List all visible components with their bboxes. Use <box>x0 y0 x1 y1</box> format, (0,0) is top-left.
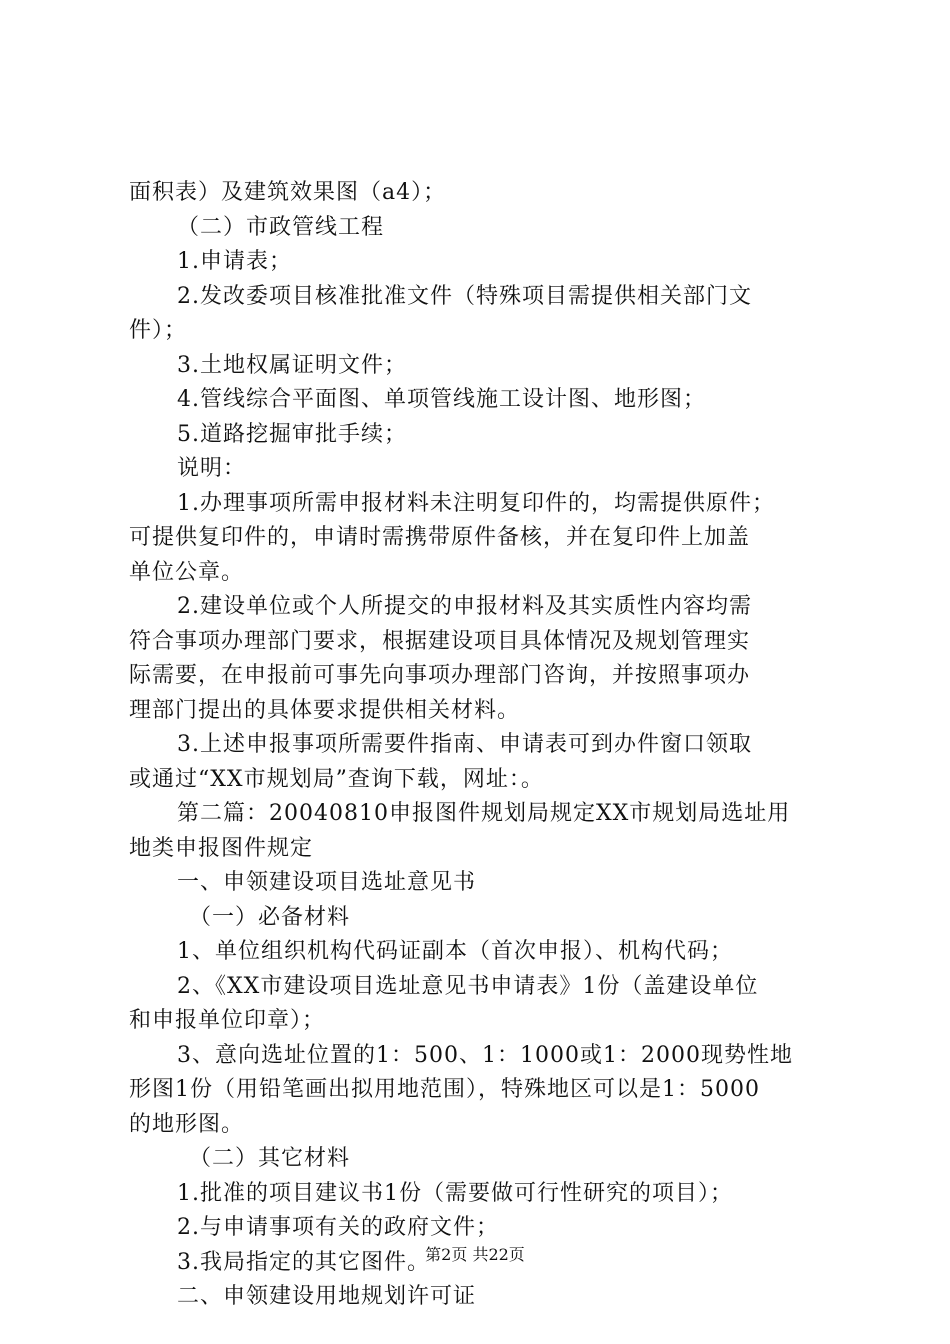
text-line: 面积表）及建筑效果图（a4）； <box>129 180 447 205</box>
list-item: 4.管线综合平面图、单项管线施工设计图、地形图； <box>177 387 706 412</box>
section-heading: （二）市政管线工程 <box>177 214 385 240</box>
text-line: 符合事项办理部门要求，根据建设项目具体情况及规划管理实 <box>129 628 751 654</box>
list-item: 2.与申请事项有关的政府文件； <box>177 1215 499 1240</box>
list-item: 1.批准的项目建议书1份（需要做可行性研究的项目）； <box>177 1180 733 1206</box>
section-heading: 说明： <box>177 456 247 481</box>
list-item: 3、意向选址位置的1：500、1：1000或1：2000现势性地 <box>177 1042 793 1068</box>
document-body <box>129 176 829 1315</box>
list-item: 1.申请表； <box>177 249 292 274</box>
section-heading: 二、申领建设用地规划许可证 <box>177 1284 477 1309</box>
page-number-footer: 第2页 共22页 <box>425 1245 525 1264</box>
section-heading: 一、申领建设项目选址意见书 <box>177 870 477 895</box>
section-heading: （一）必备材料 <box>189 904 351 930</box>
text-line: 件）； <box>129 318 188 343</box>
text-line: 可提供复印件的，申请时需携带原件备核，并在复印件上加盖 <box>129 525 751 550</box>
text-line: 形图1份（用铅笔画出拟用地范围），特殊地区可以是1：5000 <box>129 1077 760 1102</box>
text-line: 理部门提出的具体要求提供相关材料。 <box>129 697 521 723</box>
list-item: 3.上述申报事项所需要件指南、申请表可到办件窗口领取 <box>177 732 752 757</box>
text-line: 的地形图。 <box>129 1111 245 1137</box>
section-heading: （二）其它材料 <box>189 1146 351 1171</box>
text-line: 际需要，在申报前可事先向事项办理部门咨询，并按照事项办 <box>129 663 751 688</box>
list-item: 2、《XX市建设项目选址意见书申请表》1份（盖建设单位 <box>177 973 759 999</box>
text-line: 地类申报图件规定 <box>129 835 314 861</box>
list-item: 1、单位组织机构代码证副本（首次申报）、机构代码； <box>177 939 733 964</box>
list-item: 3.我局指定的其它图件。 <box>177 1249 430 1275</box>
chapter-heading: 第二篇：20040810申报图件规划局规定XX市规划局选址用 <box>177 801 791 826</box>
text-line: 或通过“XX市规划局”查询下载，网址：。 <box>129 766 544 792</box>
list-item: 1.办理事项所需申报材料未注明复印件的，均需提供原件； <box>177 490 775 516</box>
text-line: 和申报单位印章）； <box>129 1008 326 1033</box>
list-item: 2.建设单位或个人所提交的申报材料及其实质性内容均需 <box>177 594 752 619</box>
list-item: 2.发改委项目核准批准文件（特殊项目需提供相关部门文 <box>177 283 752 309</box>
list-item: 3.土地权属证明文件； <box>177 352 407 378</box>
text-line: 单位公章。 <box>129 559 245 585</box>
list-item: 5.道路挖掘审批手续； <box>177 421 407 447</box>
